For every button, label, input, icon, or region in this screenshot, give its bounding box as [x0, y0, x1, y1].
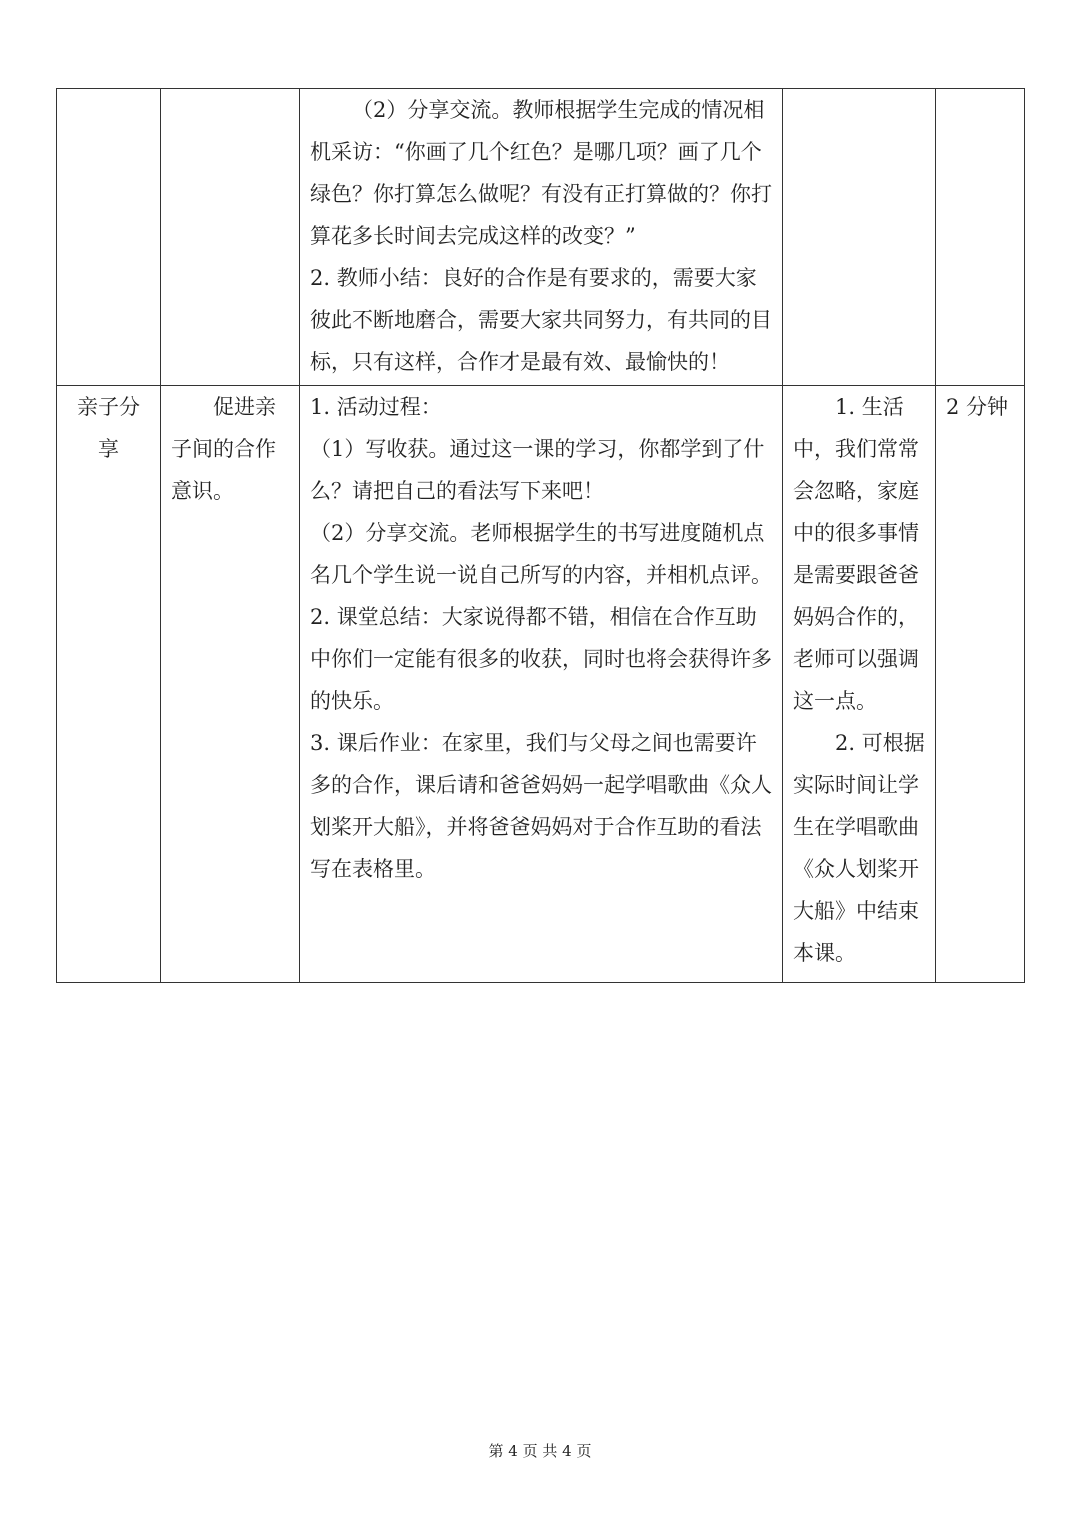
table-row	[57, 89, 1025, 386]
process-paragraph: 2. 教师小结：良好的合作是有要求的，需要大家彼此不断地磨合，需要大家共同努力，有共同的目标，只有这样，合作才是最有效、最愉快的！	[310, 266, 772, 374]
table-row	[57, 386, 1025, 983]
lesson-table	[56, 88, 1025, 983]
goal-cell: 促进亲子间的合作意识。	[161, 386, 300, 983]
notes-cell	[783, 89, 936, 386]
notes-paragraph: 1. 生活中，我们常常会忽略，家庭中的很多事情是需要跟爸爸妈妈合作的，老师可以强调这一点。	[793, 395, 919, 713]
notes-cell	[783, 386, 936, 983]
process-paragraph: （2）分享交流。教师根据学生完成的情况相机采访：“你画了几个红色？是哪几项？画了几个绿色？你打算怎么做呢？有没有正打算做的？你打算花多长时间去完成这样的改变？”	[310, 98, 772, 248]
process-paragraph: 1. 活动过程：	[310, 395, 442, 419]
notes-paragraph: 2. 可根据实际时间让学生在学唱歌曲《众人划桨开大船》中结束本课。	[793, 731, 925, 965]
time-cell	[936, 89, 1025, 386]
process-paragraph: 2. 课堂总结：大家说得都不错，相信在合作互助中你们一定能有很多的收获，同时也将会获得许多的快乐。	[310, 605, 772, 713]
process-paragraph: （1）写收获。通过这一课的学习，你都学到了什么？请把自己的看法写下来吧！	[310, 437, 765, 503]
process-paragraph: （2）分享交流。老师根据学生的书写进度随机点名几个学生说一说自己所写的内容，并相机点评。	[310, 521, 772, 587]
page-number: 第 4 页 共 4 页	[488, 1442, 592, 1460]
time-cell: 2 分钟	[936, 386, 1025, 983]
activity-cell	[57, 89, 161, 386]
process-paragraph: 3. 课后作业：在家里，我们与父母之间也需要许多的合作，课后请和爸爸妈妈一起学唱歌曲《众人划桨开大船》，并将爸爸妈妈对于合作互助的看法写在表格里。	[310, 731, 772, 881]
process-cell	[300, 89, 783, 386]
process-cell	[300, 386, 783, 983]
activity-cell: 亲子分享	[57, 386, 161, 983]
goal-cell	[161, 89, 300, 386]
